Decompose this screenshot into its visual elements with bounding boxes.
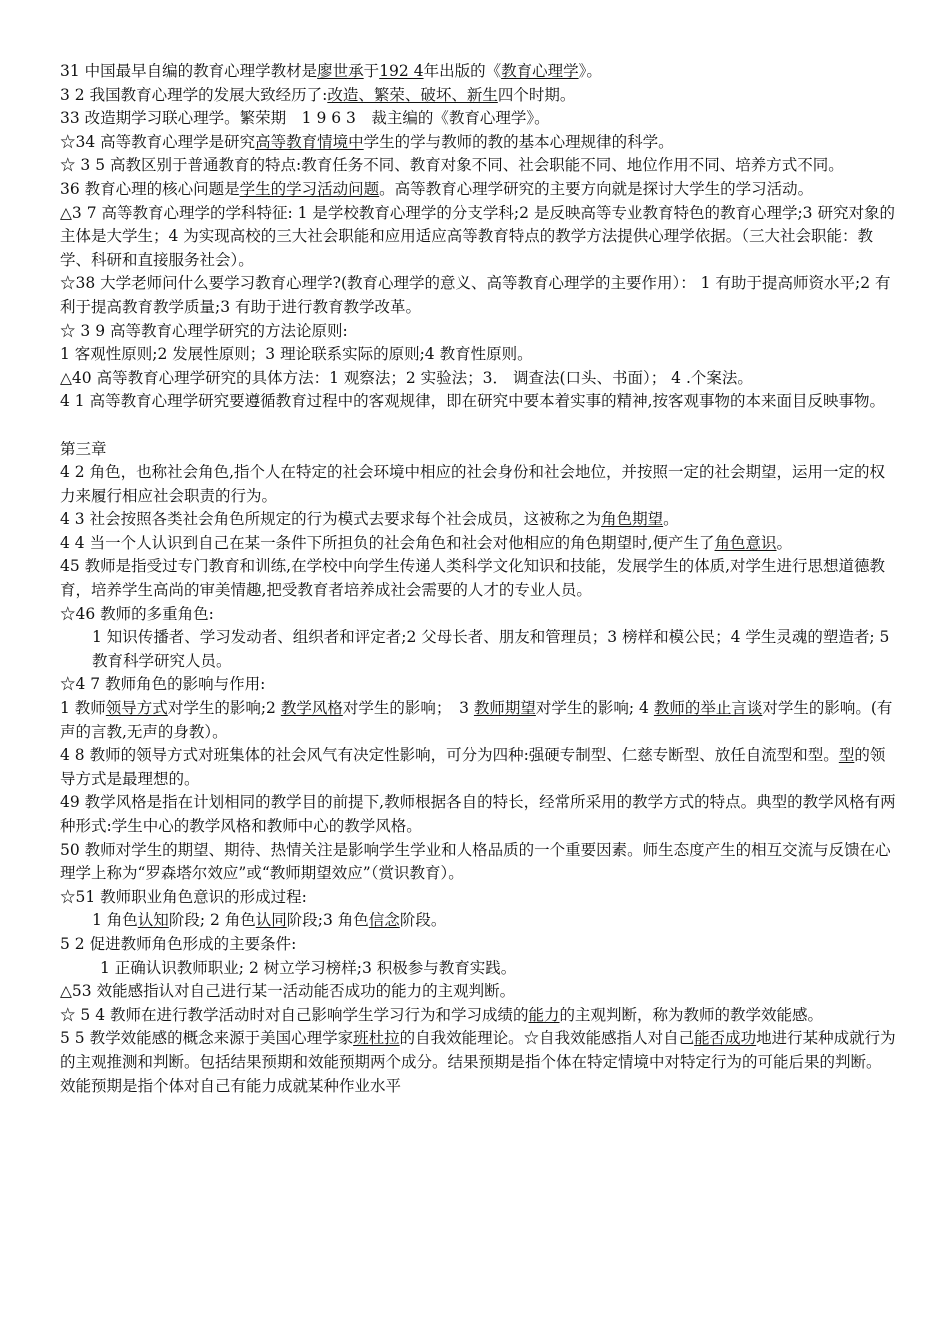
underlined-term: 学生的学习活动问题 <box>239 179 380 198</box>
text-run: ☆51 教师职业角色意识的形成过程: <box>60 887 307 906</box>
paragraph <box>60 697 896 744</box>
paragraph <box>60 343 896 367</box>
text-run: △3 7 高等教育心理学的学科特征: 1 是学校教育心理学的分支学科;2 是反映高等专业教育特色的教育心理学;3 研究对象的主体是大学生；4 为实现高校的三大社会职能和应用适应高等教育特点的教学方法提供心理学依据。（三大社会职能：教学、科研和直接服务社会）。 <box>60 203 895 269</box>
text-run: ☆ 5 4 教师在进行教学活动时对自己影响学生学习行为和学习成绩的 <box>60 1005 529 1024</box>
paragraph <box>60 178 896 202</box>
text-run: 于 <box>363 62 380 80</box>
text-run: 5 2 促进教师角色形成的主要条件: <box>60 934 297 953</box>
text-run: 3 2 我国教育心理学的发展大致经历了: <box>60 85 328 104</box>
paragraph <box>60 909 896 933</box>
text-run: 地进行某种成就行为的主观推测和判断。包括结果预期和效能预期两个成分。结果预期是指个体在特定情境中对特定行为的可能后果的判断。效能预期是指个体对自己有能力成就某种作业水平 <box>60 1029 896 1095</box>
text-run: 4 4 当一个人认识到自己在某一条件下所担负的社会角色和社会对他相应的角色期望时,便产生了 <box>60 533 715 552</box>
text-run: 4 1 高等教育心理学研究要遵循教育过程中的客观规律，即在研究中要本着实事的精神,按客观事物的本来面目反映事物。 <box>60 392 886 411</box>
text-run: 对学生的影响; 4 <box>535 699 654 718</box>
paragraph <box>60 107 896 131</box>
text-run: ☆ 3 9 高等教育心理学研究的方法论原则: <box>60 321 348 340</box>
text-run: 49 教学风格是指在计划相同的教学目的前提下,教师根据各自的特长，经常所采用的教学方式的特点。典型的教学风格有两种形式:学生中心的教学风格和教师中心的教学风格。 <box>60 793 896 835</box>
paragraph <box>60 438 896 462</box>
text-run: 对学生的影响;2 <box>167 699 281 718</box>
text-run: 33 改造期学习联心理学。繁荣期 1 9 6 3 裁主编的《教育心理学》。 <box>60 109 550 128</box>
paragraph <box>60 508 896 532</box>
paragraph <box>60 84 896 108</box>
paragraph <box>60 791 896 838</box>
underlined-term: 教师的举止言谈 <box>653 699 763 718</box>
paragraph <box>60 532 896 556</box>
underlined-term: 192 4 <box>379 62 424 80</box>
paragraph <box>60 390 896 414</box>
text-run: 对学生的影响。(有声的言教,无声的身教）。 <box>60 699 893 741</box>
text-run: 1 客观性原则;2 发展性原则；3 理论联系实际的原则;4 教育性原则。 <box>60 345 533 364</box>
text-run: 学生的学与教师的教的基本心理规律的科学。 <box>363 132 674 151</box>
text-run: 的主观判断，称为教师的教学效能感。 <box>559 1005 824 1024</box>
text-run: 阶段; 2 角色 <box>168 911 256 930</box>
text-run: 4 3 社会按照各类社会角色所规定的行为模式去要求每个社会成员，这被称之为 <box>60 510 602 529</box>
paragraph <box>60 461 896 508</box>
text-run: 50 教师对学生的期望、期待、热情关注是影响学生学业和人格品质的一个重要因素。师生态度产生的相互交流与反馈在心理学上称为“罗森塔尔效应”或“教师期望效应”（赏识教育）。 <box>60 840 891 883</box>
underlined-term: 领导方式 <box>105 699 168 718</box>
text-run: 阶段;3 角色 <box>286 911 369 930</box>
paragraph <box>60 957 896 981</box>
text-run: 。高等教育心理学研究的主要方向就是探讨大学生的学习活动。 <box>379 179 814 198</box>
text-run: ☆34 高等教育心理学是研究 <box>60 132 256 151</box>
paragraph <box>60 1027 896 1098</box>
paragraph <box>60 1004 896 1028</box>
paragraph <box>60 131 896 155</box>
paragraph <box>60 60 896 84</box>
paragraph <box>60 673 896 697</box>
text-run: △53 效能感指认对自己进行某一活动能否成功的能力的主观判断。 <box>60 982 516 1001</box>
text-run: 阶段。 <box>399 911 447 930</box>
text-run: 1 知识传播者、学习发动者、组织者和评定者;2 父母长者、朋友和管理员；3 榜样和模公民；4 学生灵魂的塑造者; 5 教育科学研究人员。 <box>92 628 890 670</box>
underlined-term: 教学风格 <box>280 699 343 718</box>
paragraph <box>60 933 896 957</box>
underlined-term: 角色期望 <box>601 510 664 529</box>
paragraph <box>60 272 896 319</box>
paragraph <box>60 839 896 886</box>
paragraph <box>60 202 896 273</box>
text-run: 年出版的《 <box>423 62 502 80</box>
paragraph <box>60 626 896 673</box>
underlined-term: 认知 <box>137 911 169 930</box>
underlined-term: 信念 <box>368 911 400 930</box>
paragraph <box>60 154 896 178</box>
paragraph <box>60 886 896 910</box>
paragraph <box>60 320 896 344</box>
underlined-term: 教育心理学 <box>501 62 579 80</box>
underlined-term: 班杜拉 <box>353 1029 400 1048</box>
text-run: 1 正确认识教师职业; 2 树立学习榜样;3 积极参与教育实践。 <box>100 958 517 977</box>
paragraph <box>60 367 896 391</box>
underlined-term: 教师期望 <box>473 699 536 718</box>
underlined-term: 认同 <box>255 911 287 930</box>
paragraph <box>60 603 896 627</box>
text-run: 》。 <box>578 62 602 80</box>
paragraph <box>60 555 896 602</box>
text-run: 对学生的影响； 3 <box>342 699 474 718</box>
text-run: 的自我效能理论。☆自我效能感指人对自己 <box>399 1029 695 1048</box>
text-run: 5 5 教学效能感的概念来源于美国心理学家 <box>60 1029 354 1048</box>
paragraph <box>60 980 896 1004</box>
text-run: ☆4 7 教师角色的影响与作用: <box>60 675 266 694</box>
text-run: ☆ 3 5 高教区别于普通教育的特点:教育任务不同、教育对象不同、社会职能不同、地位作用不同、培养方式不同。 <box>60 156 844 175</box>
paragraph <box>60 744 896 791</box>
document-page <box>60 60 896 1098</box>
paragraph-spacer <box>60 414 896 438</box>
text-run: 。 <box>776 533 793 552</box>
underlined-term: 能否成功 <box>694 1029 757 1048</box>
text-run: 4 2 角色，也称社会角色,指个人在特定的社会环境中相应的社会身份和社会地位，并按照一定的社会期望，运用一定的权力来履行相应社会职责的行为。 <box>60 463 886 505</box>
underlined-term: 高等教育情境中 <box>255 132 364 151</box>
underlined-term: 角色意识 <box>714 533 777 552</box>
text-run: ☆38 大学老师问什么要学习教育心理学?(教育心理学的意义、高等教育心理学的主要作用）： 1 有助于提高师资水平;2 有利于提高教育教学质量;3 有助于进行教育教学改革。 <box>60 274 891 316</box>
underlined-term: 型 <box>838 746 855 765</box>
text-run: 四个时期。 <box>497 85 576 104</box>
text-run: 1 角色 <box>92 911 138 930</box>
text-run: 的领导方式是最理想的。 <box>60 746 886 788</box>
text-run: 第三章 <box>60 439 107 458</box>
text-run: 1 教师 <box>60 699 106 718</box>
text-run: 45 教师是指受过专门教育和训练,在学校中向学生传递人类科学文化知识和技能，发展学生的体质,对学生进行思想道德教育，培养学生高尚的审美情趣,把受教育者培养成社会需要的人才的专业人员。 <box>60 557 886 600</box>
text-run: 。 <box>663 510 679 529</box>
text-run: 4 8 教师的领导方式对班集体的社会风气有决定性影响，可分为四种:强硬专制型、仁慈专断型、放任自流型和型。 <box>60 746 839 765</box>
underlined-term: 廖世承 <box>317 62 364 80</box>
text-run: 31 中国最早自编的教育心理学教材是 <box>60 62 318 80</box>
underlined-term: 改造、繁荣、破坏、新生 <box>327 85 498 104</box>
text-run: △40 高等教育心理学研究的具体方法：1 观察法；2 实验法；3． 调查法(口头、书面）； 4 .个案法。 <box>60 368 753 387</box>
text-run: ☆46 教师的多重角色: <box>60 604 214 623</box>
underlined-term: 能力 <box>528 1005 560 1024</box>
text-run: 36 教育心理的核心问题是 <box>60 179 240 198</box>
